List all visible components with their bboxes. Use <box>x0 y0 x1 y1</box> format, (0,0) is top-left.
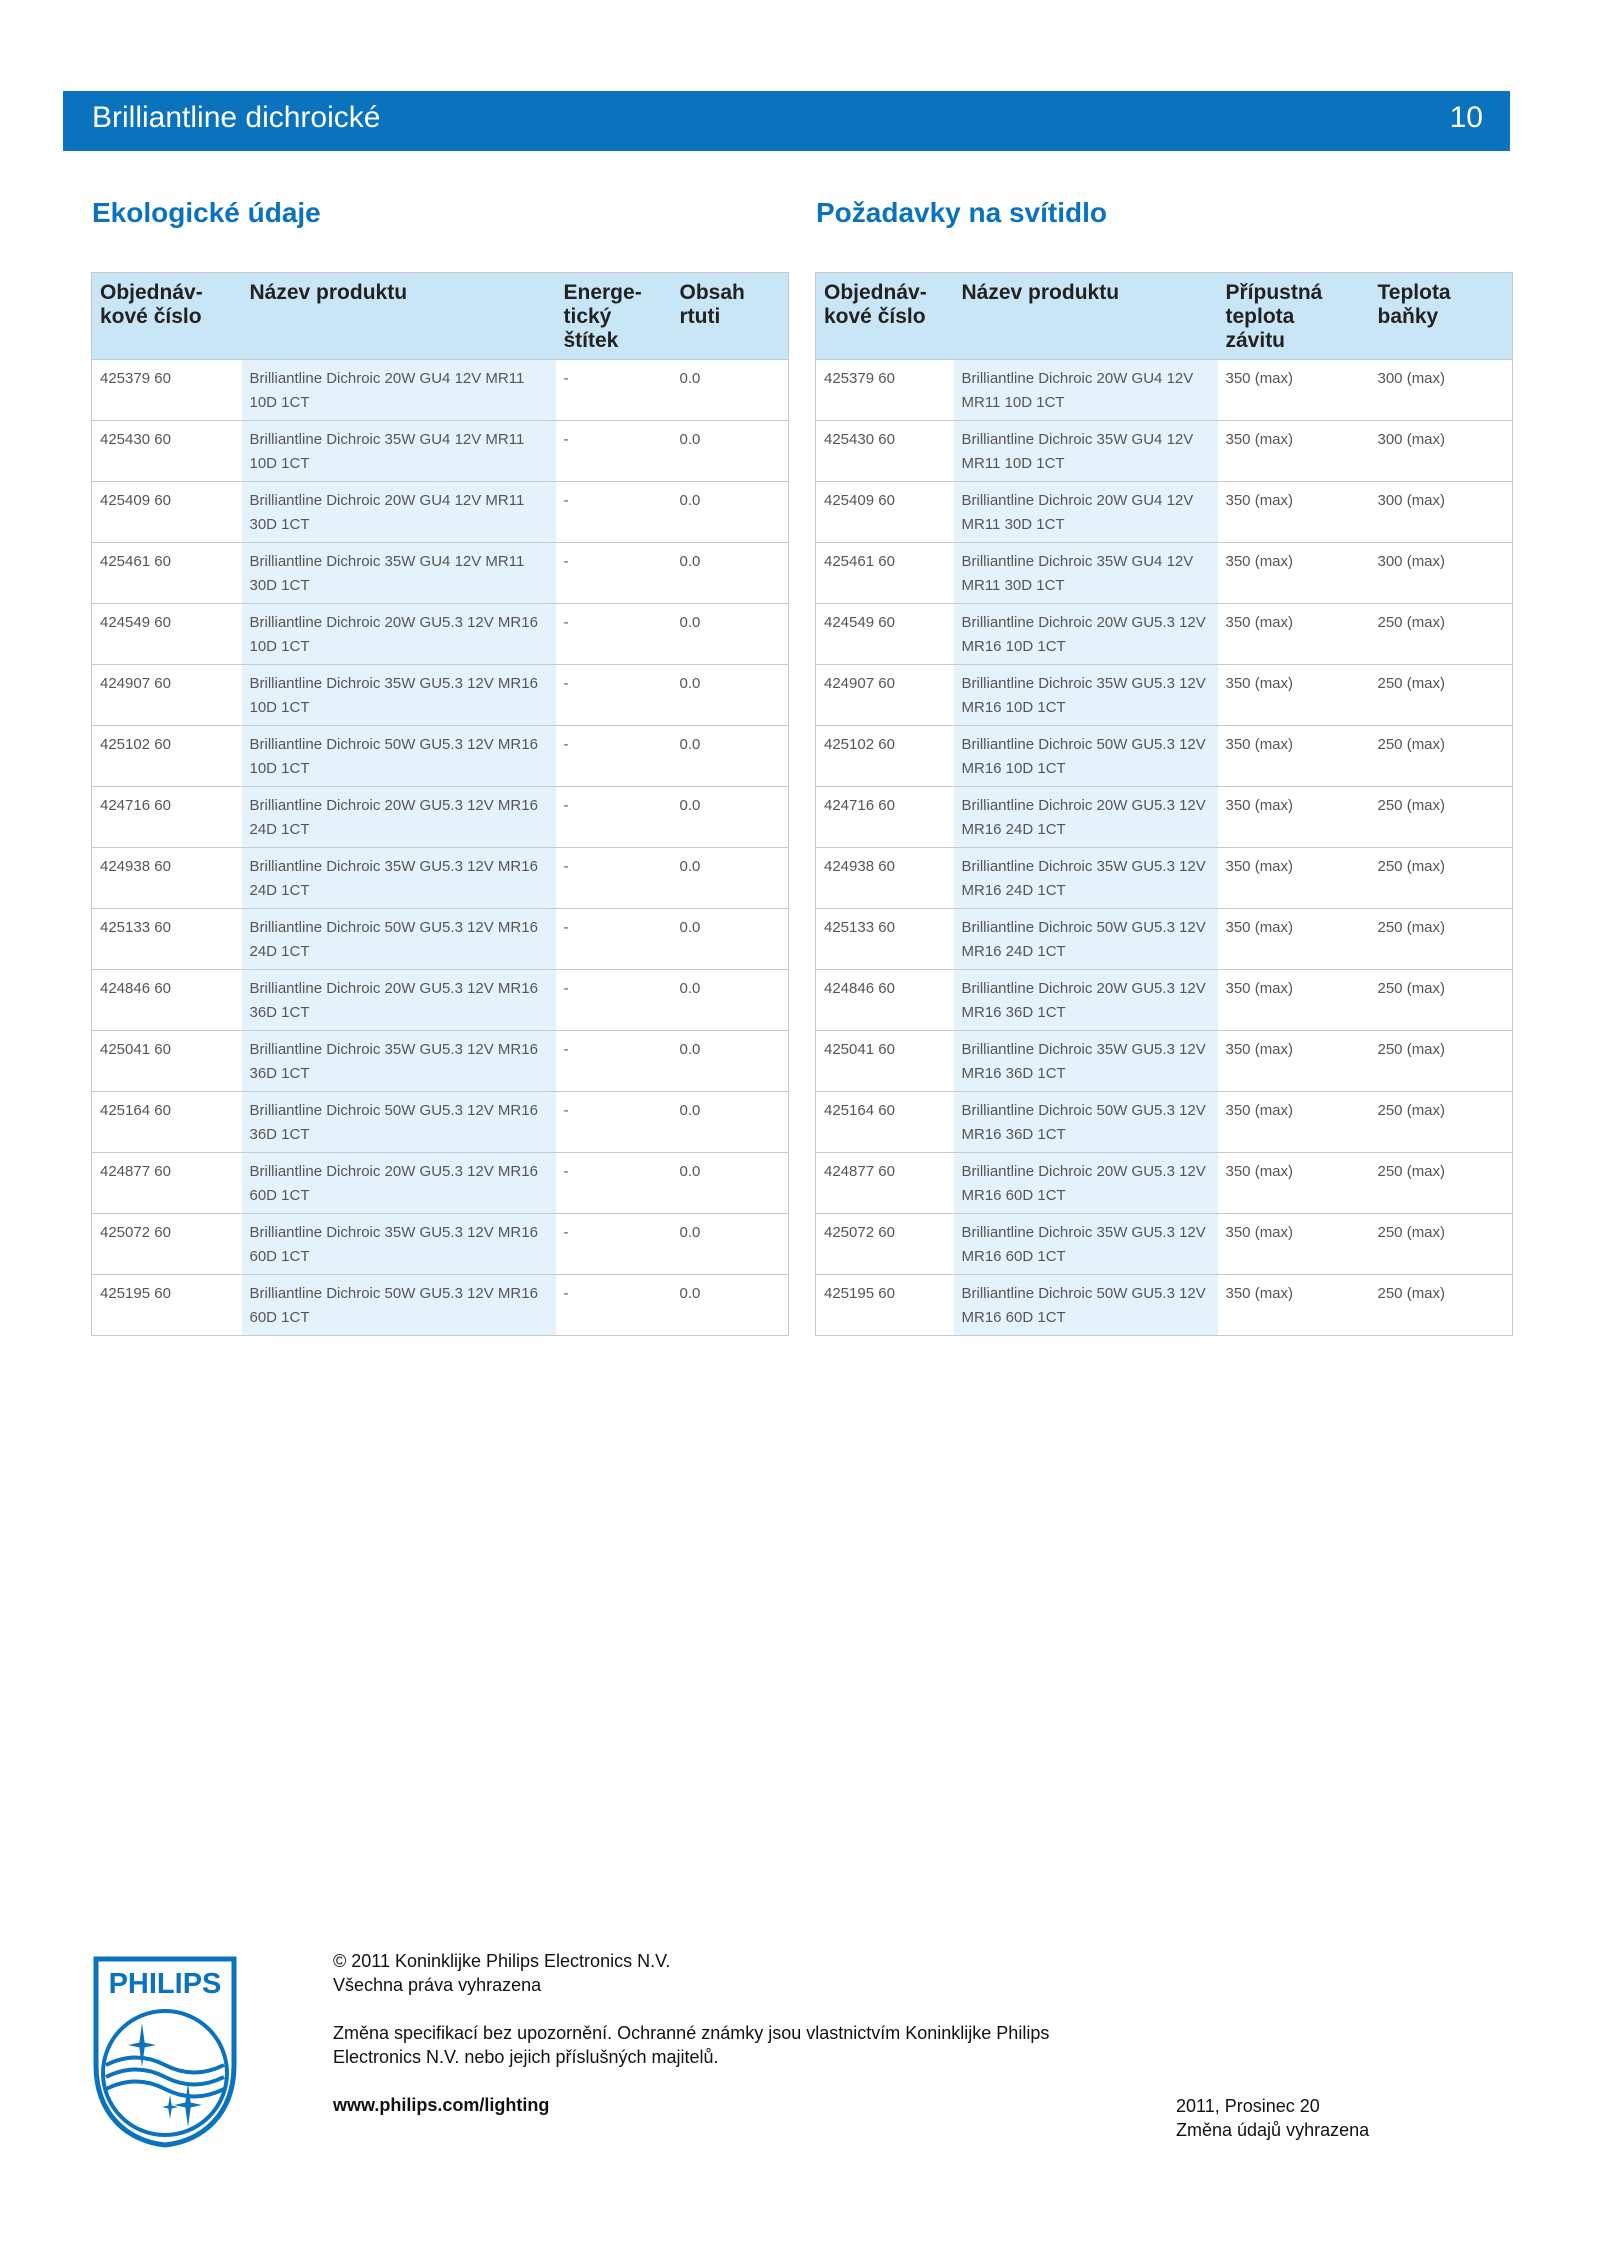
value-cell: 0.0 <box>672 1092 789 1153</box>
product-name-cell: Brilliantline Dichroic 35W GU5.3 12V MR16 24D 1CT <box>954 848 1218 909</box>
value-cell: - <box>556 848 672 909</box>
table-row <box>92 665 789 726</box>
value-cell: 250 (max) <box>1370 726 1513 787</box>
table-row <box>816 543 1513 604</box>
table-header-row <box>92 273 789 360</box>
footer-change-note: Změna údajů vyhrazena <box>1176 2120 1370 2140</box>
page-number: 10 <box>1449 101 1483 134</box>
value-cell: 0.0 <box>672 1275 789 1336</box>
order-number-cell: 425430 60 <box>92 421 242 482</box>
product-name-cell: Brilliantline Dichroic 50W GU5.3 12V MR16 10D 1CT <box>242 726 556 787</box>
table-row <box>816 787 1513 848</box>
product-name-cell: Brilliantline Dichroic 35W GU4 12V MR11 10D 1CT <box>954 421 1218 482</box>
product-name-cell: Brilliantline Dichroic 35W GU4 12V MR11 30D 1CT <box>242 543 556 604</box>
order-number-cell: 425430 60 <box>816 421 954 482</box>
product-name-cell: Brilliantline Dichroic 20W GU5.3 12V MR16 10D 1CT <box>954 604 1218 665</box>
table-row <box>92 1092 789 1153</box>
value-cell: 250 (max) <box>1370 970 1513 1031</box>
value-cell: - <box>556 970 672 1031</box>
table-row <box>816 1031 1513 1092</box>
value-cell: 0.0 <box>672 848 789 909</box>
product-name-cell: Brilliantline Dichroic 35W GU5.3 12V MR16 36D 1CT <box>242 1031 556 1092</box>
value-cell: - <box>556 909 672 970</box>
product-name-cell: Brilliantline Dichroic 35W GU5.3 12V MR16 60D 1CT <box>242 1214 556 1275</box>
product-name-cell: Brilliantline Dichroic 35W GU4 12V MR11 10D 1CT <box>242 421 556 482</box>
value-cell: 0.0 <box>672 970 789 1031</box>
value-cell: 0.0 <box>672 482 789 543</box>
value-cell: 0.0 <box>672 787 789 848</box>
value-cell: 350 (max) <box>1218 482 1370 543</box>
order-number-cell: 424716 60 <box>816 787 954 848</box>
value-cell: 0.0 <box>672 726 789 787</box>
order-number-cell: 424549 60 <box>92 604 242 665</box>
value-cell: 300 (max) <box>1370 482 1513 543</box>
value-cell: 300 (max) <box>1370 543 1513 604</box>
value-cell: 350 (max) <box>1218 543 1370 604</box>
order-number-cell: 424907 60 <box>816 665 954 726</box>
value-cell: 350 (max) <box>1218 726 1370 787</box>
product-name-cell: Brilliantline Dichroic 35W GU5.3 12V MR16 60D 1CT <box>954 1214 1218 1275</box>
eco-section-title: Ekologické údaje <box>92 197 321 228</box>
value-cell: 250 (max) <box>1370 848 1513 909</box>
footer-date: 2011, Prosinec 20 <box>1176 2096 1320 2116</box>
order-number-cell: 425072 60 <box>816 1214 954 1275</box>
product-name-cell: Brilliantline Dichroic 35W GU5.3 12V MR16 24D 1CT <box>242 848 556 909</box>
table-header-row <box>816 273 1513 360</box>
value-cell: 250 (max) <box>1370 1214 1513 1275</box>
value-cell: - <box>556 665 672 726</box>
order-number-cell: 425409 60 <box>92 482 242 543</box>
product-name-cell: Brilliantline Dichroic 50W GU5.3 12V MR16 60D 1CT <box>954 1275 1218 1336</box>
column-header: Objednáv- kové číslo <box>816 273 954 360</box>
value-cell: - <box>556 421 672 482</box>
table-row <box>816 848 1513 909</box>
product-name-cell: Brilliantline Dichroic 35W GU4 12V MR11 30D 1CT <box>954 543 1218 604</box>
order-number-cell: 425102 60 <box>92 726 242 787</box>
value-cell: 350 (max) <box>1218 665 1370 726</box>
value-cell: 350 (max) <box>1218 604 1370 665</box>
luminaire-section-title: Požadavky na svítidlo <box>816 197 1107 228</box>
order-number-cell: 425041 60 <box>816 1031 954 1092</box>
table-row <box>92 421 789 482</box>
product-name-cell: Brilliantline Dichroic 20W GU4 12V MR11 10D 1CT <box>954 360 1218 421</box>
value-cell: 250 (max) <box>1370 1275 1513 1336</box>
product-name-cell: Brilliantline Dichroic 35W GU5.3 12V MR16 10D 1CT <box>242 665 556 726</box>
order-number-cell: 425195 60 <box>816 1275 954 1336</box>
column-header: Název produktu <box>954 273 1218 360</box>
product-name-cell: Brilliantline Dichroic 20W GU4 12V MR11 30D 1CT <box>954 482 1218 543</box>
document-title: Brilliantline dichroické <box>92 101 381 134</box>
value-cell: - <box>556 360 672 421</box>
product-name-cell: Brilliantline Dichroic 50W GU5.3 12V MR16 60D 1CT <box>242 1275 556 1336</box>
table-row <box>816 604 1513 665</box>
order-number-cell: 425461 60 <box>816 543 954 604</box>
value-cell: 350 (max) <box>1218 787 1370 848</box>
column-header: Objednáv- kové číslo <box>92 273 242 360</box>
product-name-cell: Brilliantline Dichroic 35W GU5.3 12V MR16 36D 1CT <box>954 1031 1218 1092</box>
product-name-cell: Brilliantline Dichroic 20W GU5.3 12V MR16 10D 1CT <box>242 604 556 665</box>
value-cell: 0.0 <box>672 1153 789 1214</box>
rights-text: Všechna práva vyhrazena <box>333 1975 542 1995</box>
table-row <box>816 1092 1513 1153</box>
product-name-cell: Brilliantline Dichroic 20W GU5.3 12V MR16 60D 1CT <box>242 1153 556 1214</box>
table-row <box>92 360 789 421</box>
value-cell: - <box>556 604 672 665</box>
value-cell: 250 (max) <box>1370 604 1513 665</box>
product-name-cell: Brilliantline Dichroic 50W GU5.3 12V MR16 36D 1CT <box>954 1092 1218 1153</box>
order-number-cell: 424549 60 <box>816 604 954 665</box>
product-name-cell: Brilliantline Dichroic 20W GU5.3 12V MR16 36D 1CT <box>954 970 1218 1031</box>
column-header: Energe- tický štítek <box>556 273 672 360</box>
order-number-cell: 425102 60 <box>816 726 954 787</box>
order-number-cell: 424846 60 <box>816 970 954 1031</box>
order-number-cell: 424938 60 <box>92 848 242 909</box>
product-name-cell: Brilliantline Dichroic 20W GU5.3 12V MR16 24D 1CT <box>954 787 1218 848</box>
product-name-cell: Brilliantline Dichroic 50W GU5.3 12V MR16 10D 1CT <box>954 726 1218 787</box>
value-cell: 250 (max) <box>1370 1153 1513 1214</box>
table-row <box>92 543 789 604</box>
column-header: Přípustná teplota závitu <box>1218 273 1370 360</box>
disclaimer-line-2: Electronics N.V. nebo jejich příslušných majitelů. <box>333 2047 719 2067</box>
column-header: Název produktu <box>242 273 556 360</box>
value-cell: 350 (max) <box>1218 1153 1370 1214</box>
value-cell: 0.0 <box>672 665 789 726</box>
order-number-cell: 424877 60 <box>816 1153 954 1214</box>
order-number-cell: 425133 60 <box>92 909 242 970</box>
value-cell: 350 (max) <box>1218 970 1370 1031</box>
value-cell: 250 (max) <box>1370 1031 1513 1092</box>
order-number-cell: 425072 60 <box>92 1214 242 1275</box>
product-name-cell: Brilliantline Dichroic 50W GU5.3 12V MR16 24D 1CT <box>954 909 1218 970</box>
value-cell: - <box>556 1153 672 1214</box>
order-number-cell: 425409 60 <box>816 482 954 543</box>
order-number-cell: 425164 60 <box>92 1092 242 1153</box>
table-row <box>92 1153 789 1214</box>
value-cell: - <box>556 482 672 543</box>
order-number-cell: 425164 60 <box>816 1092 954 1153</box>
column-header: Obsah rtuti <box>672 273 789 360</box>
value-cell: - <box>556 1275 672 1336</box>
luminaire-table <box>815 272 1513 1336</box>
value-cell: 0.0 <box>672 543 789 604</box>
table-row <box>92 482 789 543</box>
order-number-cell: 424938 60 <box>816 848 954 909</box>
product-name-cell: Brilliantline Dichroic 20W GU5.3 12V MR16 60D 1CT <box>954 1153 1218 1214</box>
table-row <box>92 1275 789 1336</box>
value-cell: 0.0 <box>672 604 789 665</box>
order-number-cell: 425461 60 <box>92 543 242 604</box>
eco-table <box>91 272 789 1336</box>
product-name-cell: Brilliantline Dichroic 20W GU5.3 12V MR16 24D 1CT <box>242 787 556 848</box>
order-number-cell: 424716 60 <box>92 787 242 848</box>
value-cell: 300 (max) <box>1370 421 1513 482</box>
order-number-cell: 424846 60 <box>92 970 242 1031</box>
value-cell: 0.0 <box>672 1031 789 1092</box>
table-row <box>816 1153 1513 1214</box>
value-cell: 250 (max) <box>1370 665 1513 726</box>
value-cell: 350 (max) <box>1218 848 1370 909</box>
table-row <box>92 1214 789 1275</box>
value-cell: 250 (max) <box>1370 909 1513 970</box>
table-row <box>92 1031 789 1092</box>
table-row <box>816 665 1513 726</box>
value-cell: 0.0 <box>672 360 789 421</box>
order-number-cell: 425133 60 <box>816 909 954 970</box>
value-cell: 350 (max) <box>1218 909 1370 970</box>
value-cell: 250 (max) <box>1370 1092 1513 1153</box>
order-number-cell: 425379 60 <box>816 360 954 421</box>
order-number-cell: 425041 60 <box>92 1031 242 1092</box>
column-header: Teplota baňky <box>1370 273 1513 360</box>
table-row <box>816 360 1513 421</box>
table-row <box>92 970 789 1031</box>
table-row <box>92 726 789 787</box>
value-cell: 0.0 <box>672 1214 789 1275</box>
value-cell: 350 (max) <box>1218 360 1370 421</box>
value-cell: 250 (max) <box>1370 787 1513 848</box>
disclaimer-line-1: Změna specifikací bez upozornění. Ochranné známky jsou vlastnictvím Koninklijke Philips <box>333 2023 1050 2043</box>
product-name-cell: Brilliantline Dichroic 20W GU5.3 12V MR16 36D 1CT <box>242 970 556 1031</box>
table-row <box>816 970 1513 1031</box>
value-cell: 0.0 <box>672 909 789 970</box>
order-number-cell: 425195 60 <box>92 1275 242 1336</box>
table-row <box>816 421 1513 482</box>
table-row <box>92 604 789 665</box>
value-cell: - <box>556 1031 672 1092</box>
table-row <box>92 848 789 909</box>
product-name-cell: Brilliantline Dichroic 20W GU4 12V MR11 10D 1CT <box>242 360 556 421</box>
order-number-cell: 425379 60 <box>92 360 242 421</box>
table-row <box>92 787 789 848</box>
value-cell: 350 (max) <box>1218 421 1370 482</box>
header-bar <box>63 91 1510 151</box>
value-cell: 300 (max) <box>1370 360 1513 421</box>
value-cell: 350 (max) <box>1218 1214 1370 1275</box>
copyright-text: © 2011 Koninklijke Philips Electronics N.V. <box>333 1951 671 1971</box>
product-name-cell: Brilliantline Dichroic 20W GU4 12V MR11 30D 1CT <box>242 482 556 543</box>
table-row <box>816 482 1513 543</box>
table-row <box>816 909 1513 970</box>
table-row <box>816 1214 1513 1275</box>
value-cell: 0.0 <box>672 421 789 482</box>
table-row <box>816 726 1513 787</box>
value-cell: 350 (max) <box>1218 1031 1370 1092</box>
table-row <box>92 909 789 970</box>
product-name-cell: Brilliantline Dichroic 50W GU5.3 12V MR16 24D 1CT <box>242 909 556 970</box>
value-cell: - <box>556 787 672 848</box>
value-cell: - <box>556 1214 672 1275</box>
order-number-cell: 424907 60 <box>92 665 242 726</box>
value-cell: 350 (max) <box>1218 1275 1370 1336</box>
value-cell: - <box>556 543 672 604</box>
value-cell: - <box>556 726 672 787</box>
value-cell: 350 (max) <box>1218 1092 1370 1153</box>
website-link[interactable]: www.philips.com/lighting <box>333 2095 550 2115</box>
table-row <box>816 1275 1513 1336</box>
order-number-cell: 424877 60 <box>92 1153 242 1214</box>
value-cell: - <box>556 1092 672 1153</box>
product-name-cell: Brilliantline Dichroic 50W GU5.3 12V MR16 36D 1CT <box>242 1092 556 1153</box>
logo-wordmark: PHILIPS <box>108 1968 222 2000</box>
product-name-cell: Brilliantline Dichroic 35W GU5.3 12V MR16 10D 1CT <box>954 665 1218 726</box>
philips-shield-logo <box>92 1955 238 2149</box>
